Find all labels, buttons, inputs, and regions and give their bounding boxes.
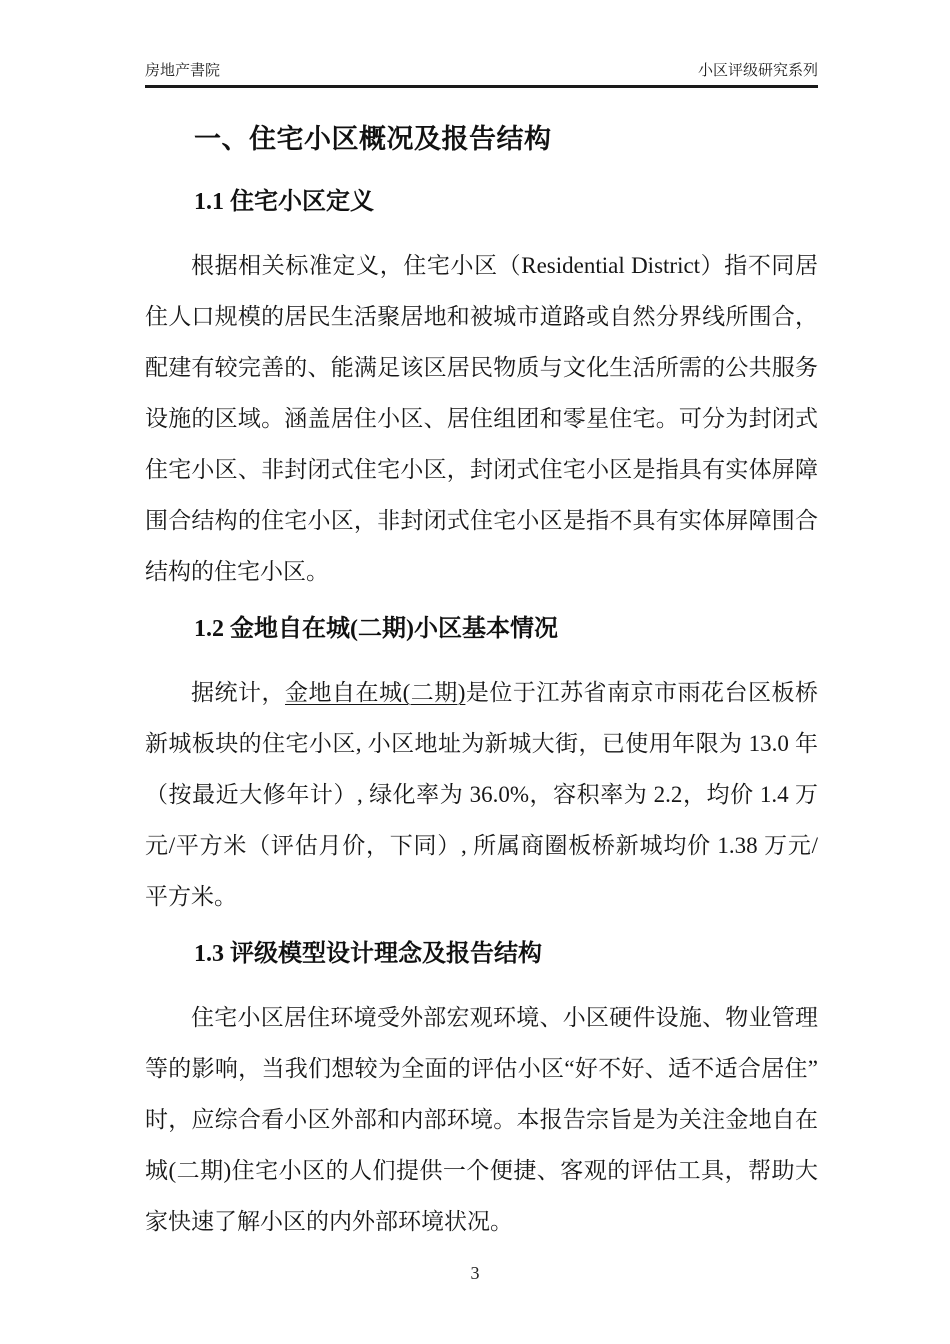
section-1-2-text-prefix: 据统计， bbox=[191, 680, 286, 705]
section-1-2-heading: 1.2 金地自在城(二期)小区基本情况 bbox=[194, 616, 558, 642]
header-right-text: 小区评级研究系列 bbox=[697, 62, 818, 79]
community-name-underlined: 金地自在城(二期) bbox=[285, 680, 466, 705]
document-body bbox=[145, 124, 818, 1247]
section-1-2-text-rest: 是位于江苏省南京市雨花台区板桥新城板块的住宅小区, 小区地址为新城大街，已使用年限为 13.0 年（按最近大修年计）, 绿化率为 36.0%，容积率为 2.2，均价 1.4 万元/平方米（评估月价，下同）, 所属商圈板桥新城均价 1.38 万元/平方米。 bbox=[145, 680, 819, 909]
section-1-3-heading: 1.3 评级模型设计理念及报告结构 bbox=[194, 941, 542, 967]
section-1-1-heading: 1.1 住宅小区定义 bbox=[194, 189, 374, 215]
section-1-1-paragraph: 根据相关标准定义，住宅小区（Residential District）指不同居住人口规模的居民生活聚居地和被城市道路或自然分界线所围合，配建有较完善的、能满足该区居民物质与文化生活所需的公共服务设施的区域。涵盖居住小区、居住组团和零星住宅。可分为封闭式住宅小区、非封闭式住宅小区，封闭式住宅小区是指具有实体屏障围合结构的住宅小区，非封闭式住宅小区是指不具有实体屏障围合结构的住宅小区。 bbox=[145, 253, 818, 584]
section-1-2-paragraph bbox=[145, 667, 818, 922]
header-left-text: 房地产書院 bbox=[145, 62, 221, 79]
page-header bbox=[145, 62, 818, 80]
page-number: 3 bbox=[470, 1263, 480, 1283]
chapter-heading: 一、住宅小区概况及报告结构 bbox=[194, 124, 552, 154]
header-rule bbox=[145, 85, 818, 88]
page-footer bbox=[0, 1264, 950, 1282]
section-1-3-paragraph: 住宅小区居住环境受外部宏观环境、小区硬件设施、物业管理等的影响，当我们想较为全面的评估小区“好不好、适不适合居住”时，应综合看小区外部和内部环境。本报告宗旨是为关注金地自在城(二期)住宅小区的人们提供一个便捷、客观的评估工具，帮助大家快速了解小区的内外部环境状况。 bbox=[145, 1005, 818, 1234]
